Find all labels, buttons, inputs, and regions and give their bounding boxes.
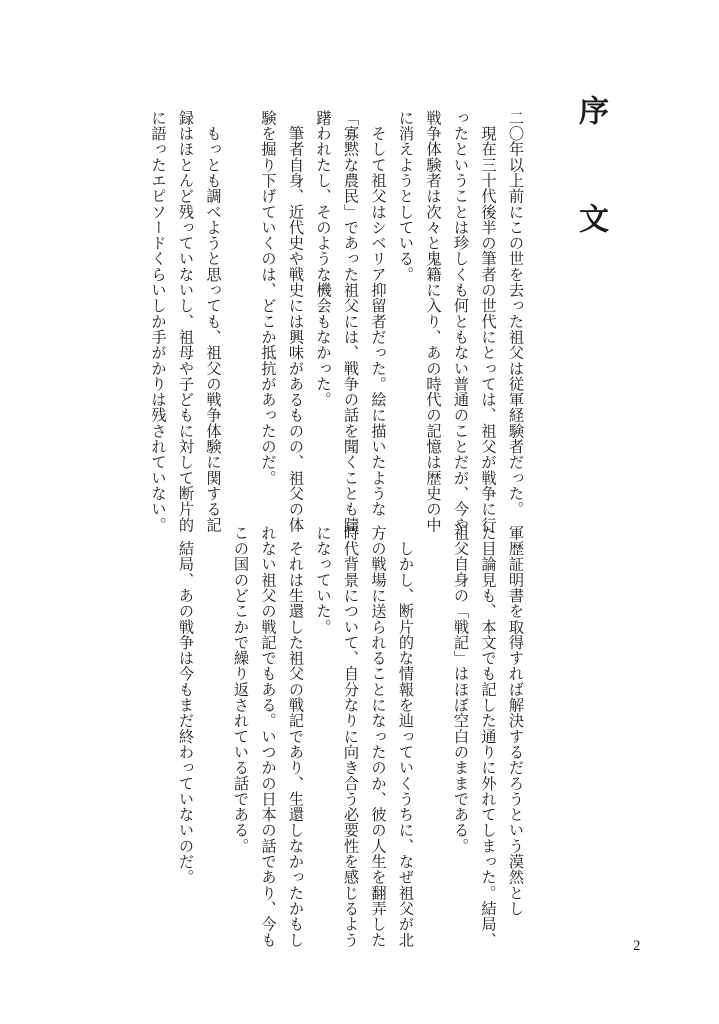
- page-title: 序 文: [573, 95, 608, 257]
- text-line: それは生還した祖父の戦記であり、生還しなかったかもし: [287, 525, 305, 948]
- text-line: に消えようとしている。: [397, 110, 415, 283]
- page-number: 2: [633, 938, 641, 954]
- text-line: 時代背景について、自分なりに向き合う必要性を感じるよう: [342, 525, 360, 948]
- text-line: この国のどこかで繰り返されている話である。: [232, 525, 250, 854]
- text-line: もっとも調べようと思っても、祖父の戦争体験に関する記: [204, 110, 223, 533]
- upper-text-block: [144, 110, 529, 533]
- text-line: れない祖父の戦記でもある。いつかの日本の話であり、今も: [259, 525, 278, 948]
- text-line: 録はほとんど残っていないし、祖母や子どもに対して断片的: [177, 110, 195, 533]
- text-line: に語ったエピソードくらいしか手がかりは残されていない。: [149, 110, 168, 533]
- text-line: 験を掘り下げていくのは、どこか抵抗があったのだ。: [259, 110, 278, 486]
- lower-text-block: [172, 525, 530, 948]
- text-line: 躇われたし、そのような機会もなかった。: [314, 110, 333, 408]
- text-line: 戦争体験者は次々と鬼籍に入り、あの時代の記憶は歴史の中: [424, 110, 443, 533]
- text-line: 「寡黙な農民」であった祖父には、戦争の話を聞くことも躊: [342, 110, 360, 533]
- text-line: [199, 525, 227, 935]
- text-line: 筆者自身、近代史や戦史には興味があるものの、祖父の体: [287, 110, 305, 533]
- text-line: [227, 110, 255, 500]
- text-line: になっていた。: [314, 525, 333, 635]
- text-line: 方の戦場に送られることになったのか、彼の人生を翻弄した: [369, 525, 388, 948]
- text-line: [419, 525, 447, 935]
- text-line: ったということは珍しくも何ともない普通のことだが、今や: [452, 110, 470, 533]
- text-line: 結局、あの戦争は今もまだ終わっていないのだ。: [177, 525, 195, 885]
- text-line: しかし、断片的な情報を辿っていくうちに、なぜ祖父が北: [397, 525, 415, 948]
- text-line: 二〇年以上前にこの世を去った祖父は従軍経験者だった。: [507, 110, 525, 517]
- text-line: そして祖父はシベリア抑留者だった。絵に描いたような: [369, 110, 388, 517]
- text-line: 祖父自身の「戦記」はほぼ空白のままである。: [452, 525, 470, 854]
- text-line: 現在三十代後半の筆者の世代にとっては、祖父が戦争に行: [479, 110, 498, 533]
- text-line: た目論見も、本文でも記した通りに外れてしまった。結局、: [479, 525, 498, 948]
- text-line: 軍歴証明書を取得すれば解決するだろうという漠然とし: [507, 525, 525, 917]
